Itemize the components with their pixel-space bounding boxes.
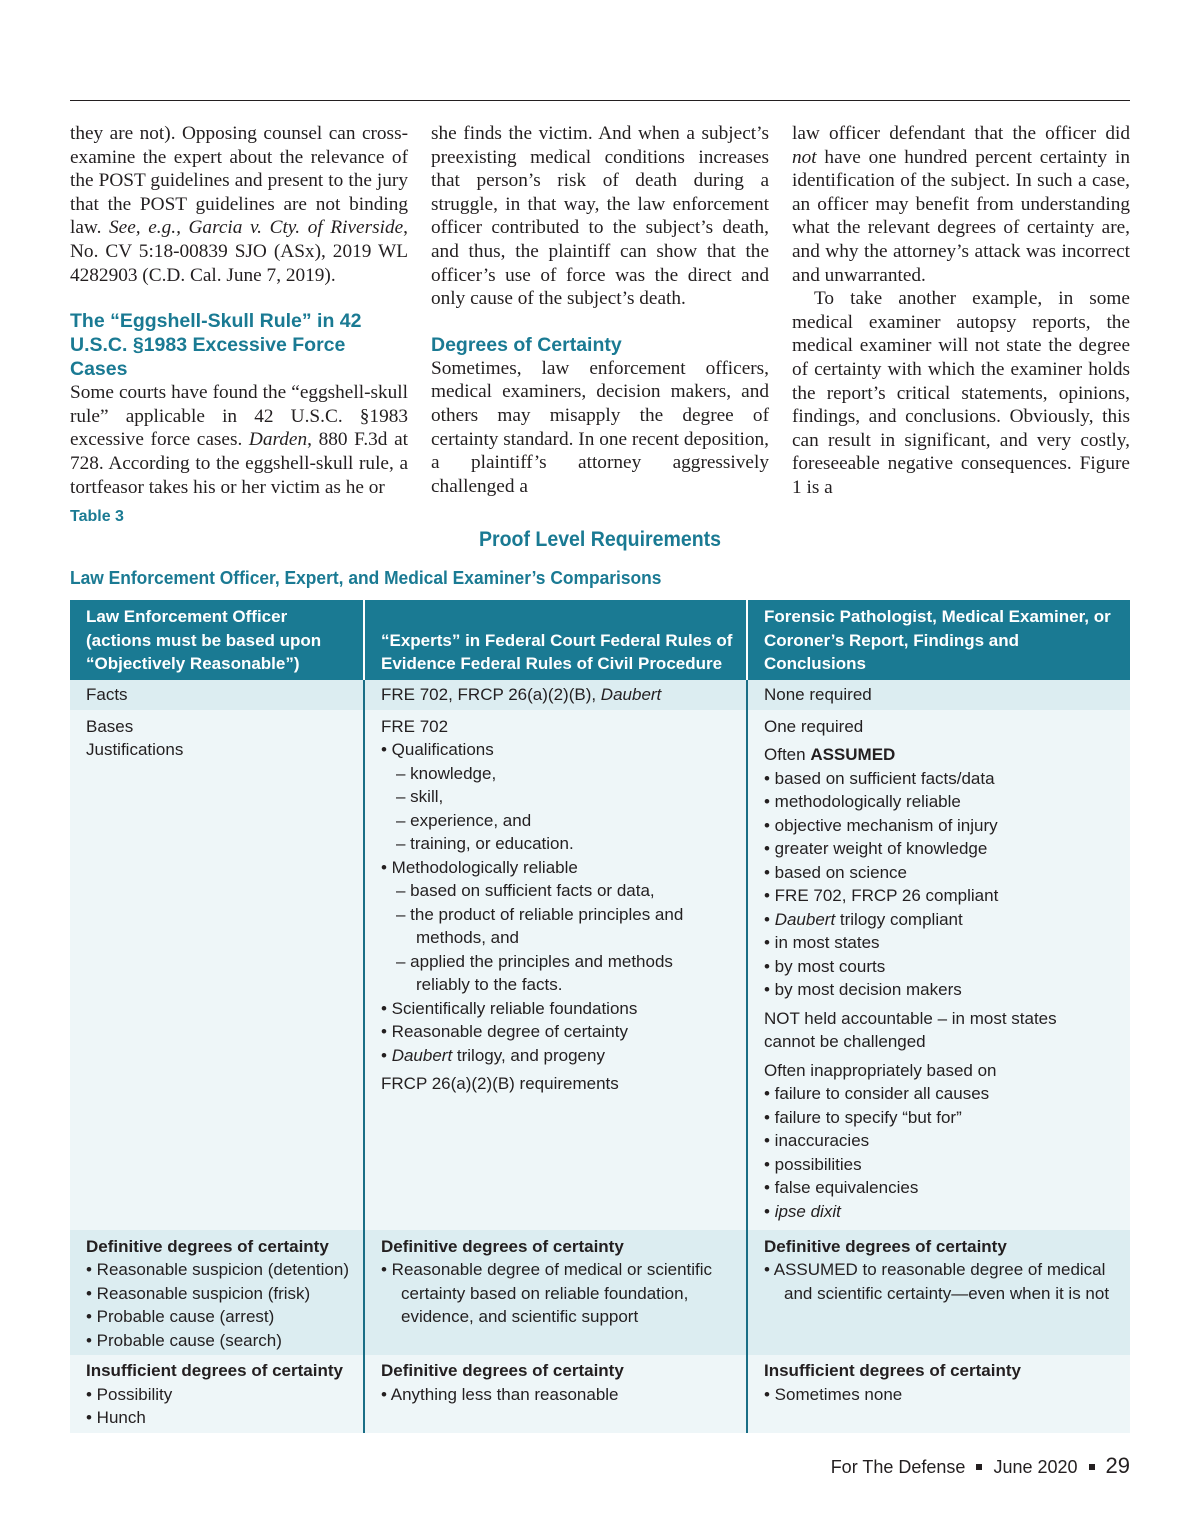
table-cell: Definitive degrees of certainty • ASSUMED to reasonable degree of medical and scientific certainty—even when it is not [747,1230,1130,1356]
table-label: Table 3 [70,508,124,525]
table-cell: Definitive degrees of certainty • Reasonable suspicion (detention) • Reasonable suspicion (frisk) • Probable cause (arrest) • Probable cause (search) [70,1230,364,1356]
article-column-1 [70,122,408,498]
separator-square-icon [1089,1464,1095,1470]
table-cell: One required Often ASSUMED • based on sufficient facts/data • methodologically reliable • objective mechanism of injury • greater weight of knowledge • based on science • FRE 702, FRCP 26 compliant • Daubert trilogy compliant • in most states • by most courts • by most decision makers NOT held accountable – in most states cannot be challenged Often inappropriately based on • failure to consider all causes • failure to specify “but for” • inaccuracies • possibilities • false equivalencies • ipse dixit [747,710,1130,1230]
header-forensic-pathologist: Forensic Pathologist, Medical Examiner, or Coroner’s Report, Findings and Conclusions [747,600,1130,680]
issue-date: June 2020 [993,1457,1078,1477]
paragraph: she finds the victim. And when a subject’s preexisting medical conditions increases that person’s risk of death during a struggle, in that way, the law enforcement officer contributed to the subject’s death, and thus, the plaintiff can show that the officer’s use of force was the direct and only cause of the subject’s death. [431,123,769,310]
publication-name: For The Defense [830,1457,966,1477]
proof-level-table [70,600,1130,1433]
paragraph: they are not). Opposing counsel can cross-examine the expert about the relevance of the POST guidelines and present to the jury that the POST guidelines are not binding law. See, e.g., Garcia v. Cty. of Riverside, No. CV 5:18-00839 SJO (ASx), 2019 WL 4282903 (C.D. Cal. June 7, 2019). [70,123,408,286]
header-experts: “Experts” in Federal Court Federal Rules of Evidence Federal Rules of Civil Procedure [364,600,747,680]
table-cell: Insufficient degrees of certainty • Sometimes none [747,1355,1130,1433]
paragraph: Some courts have found the “eggshell-skull rule” applicable in 42 U.S.C. §1983 excessive force cases. Darden, 880 F.3d at 728. According to the eggshell-skull rule, a tortfeasor takes his or her victim as he or [70,382,408,498]
table-cell: FRE 702, FRCP 26(a)(2)(B), Daubert [364,680,747,710]
top-rule [70,100,1130,101]
table-row-insufficient [70,1355,1130,1433]
table-cell: Facts [70,680,364,710]
table-header-row [70,600,1130,680]
table-cell: Definitive degrees of certainty • Anything less than reasonable [364,1355,747,1433]
page-number: 29 [1105,1453,1130,1478]
page-footer [831,1453,1130,1479]
table-cell: Insufficient degrees of certainty • Possibility • Hunch [70,1355,364,1433]
article-column-3 [792,122,1130,498]
paragraph: law officer defendant that the officer did not have one hundred percent certainty in identification of the subject. In such a case, an officer may benefit from understanding what the relevant degrees of certainty are, and why the attorney’s attack was incorrect and unwarranted. [792,123,1130,286]
paragraph: Sometimes, law enforcement officers, medical examiners, decision makers, and others may misapply the degree of certainty standard. In one recent deposition, a plaintiff’s attorney aggressively challenged a [431,357,769,497]
table-row-definitive [70,1230,1130,1356]
table-cell: Bases Justifications [70,710,364,1230]
article-columns [70,122,1130,498]
table-cell: None required [747,680,1130,710]
article-column-2 [431,122,769,497]
section-heading-degrees: Degrees of Certainty [431,333,622,356]
paragraph: To take another example, in some medical examiner autopsy reports, the medical examiner will not state the degree of certainty with which the examiner holds the report’s critical statements, opinions, findings, and conclusions. Obviously, this can result in significant, and very costly, foreseeable negative consequences. Figure 1 is a [792,288,1130,498]
table-cell: Definitive degrees of certainty • Reasonable degree of medical or scientific certainty based on reliable foundation, evidence, and scientific support [364,1230,747,1356]
header-law-enforcement: Law Enforcement Officer (actions must be based upon “Objectively Reasonable”) [70,600,364,680]
table-title: Proof Level Requirements [478,528,722,551]
table-row-bases [70,710,1130,1230]
table-subtitle: Law Enforcement Officer, Expert, and Medical Examiner’s Comparisons [70,567,662,588]
separator-square-icon [976,1464,982,1470]
table-row-facts [70,680,1130,710]
section-heading-eggshell: The “Eggshell-Skull Rule” in 42 U.S.C. §1983 Excessive Force Cases [70,310,362,381]
table-cell: FRE 702 • Qualifications – knowledge, – skill, – experience, and – training, or education. • Methodologically reliable – based on sufficient facts or data, – the product of reliable principles and methods, and – applied the principles and methods reliably to the facts. • Scientifically reliable foundations • Reasonable degree of certainty • Daubert trilogy, and progeny FRCP 26(a)(2)(B) requirements [364,710,747,1230]
